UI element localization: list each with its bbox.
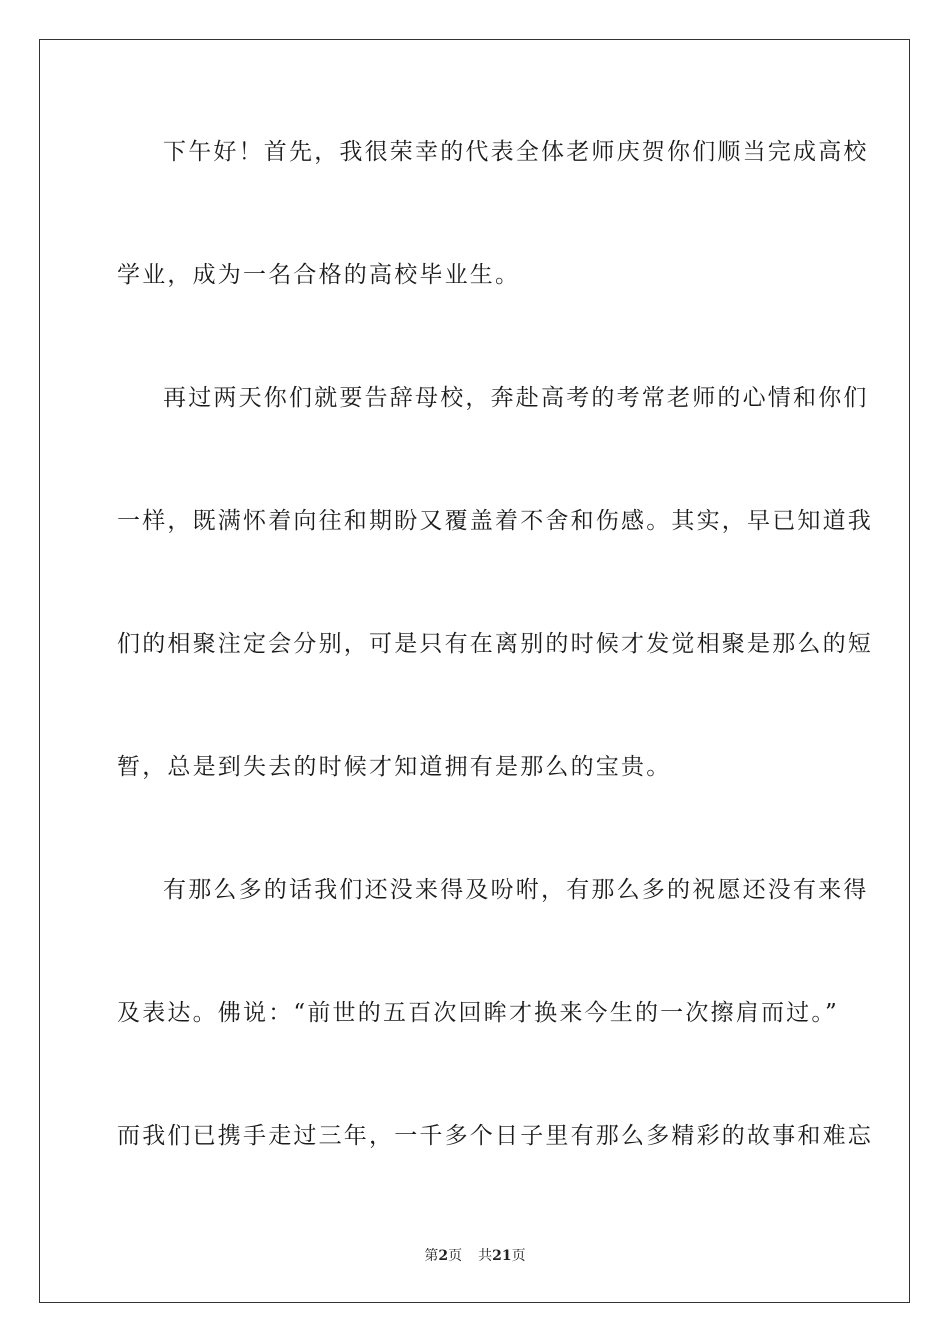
paragraph-line: 再过两天你们就要告辞母校，奔赴高考的考常老师的心情和你们 bbox=[163, 385, 869, 411]
page-footer bbox=[0, 1247, 950, 1265]
page-prefix: 第 bbox=[424, 1248, 439, 1264]
paragraph-line: 学业，成为一名合格的高校毕业生。 bbox=[117, 262, 521, 288]
total-prefix: 共 bbox=[478, 1248, 493, 1264]
paragraph-line: 一样，既满怀着向往和期盼又覆盖着不舍和伤感。其实，早已知道我 bbox=[117, 508, 873, 534]
page-number: 2 bbox=[438, 1248, 449, 1264]
paragraph-line: 暂，总是到失去的时候才知道拥有是那么的宝贵。 bbox=[117, 754, 672, 780]
page-suffix: 页 bbox=[448, 1248, 463, 1264]
total-suffix: 页 bbox=[511, 1248, 526, 1264]
paragraph-line: 有那么多的话我们还没来得及吩咐，有那么多的祝愿还没有来得 bbox=[163, 877, 869, 903]
paragraph-line: 们的相聚注定会分别，可是只有在离别的时候才发觉相聚是那么的短 bbox=[117, 631, 873, 657]
paragraph-line: 下午好！首先，我很荣幸的代表全体老师庆贺你们顺当完成高校 bbox=[163, 139, 869, 165]
paragraph-line: 及表达。佛说：“前世的五百次回眸才换来今生的一次擦肩而过。” bbox=[117, 1000, 840, 1026]
page-border bbox=[39, 39, 910, 1303]
total-pages: 21 bbox=[492, 1248, 512, 1264]
paragraph-line: 而我们已携手走过三年，一千多个日子里有那么多精彩的故事和难忘 bbox=[117, 1123, 873, 1149]
